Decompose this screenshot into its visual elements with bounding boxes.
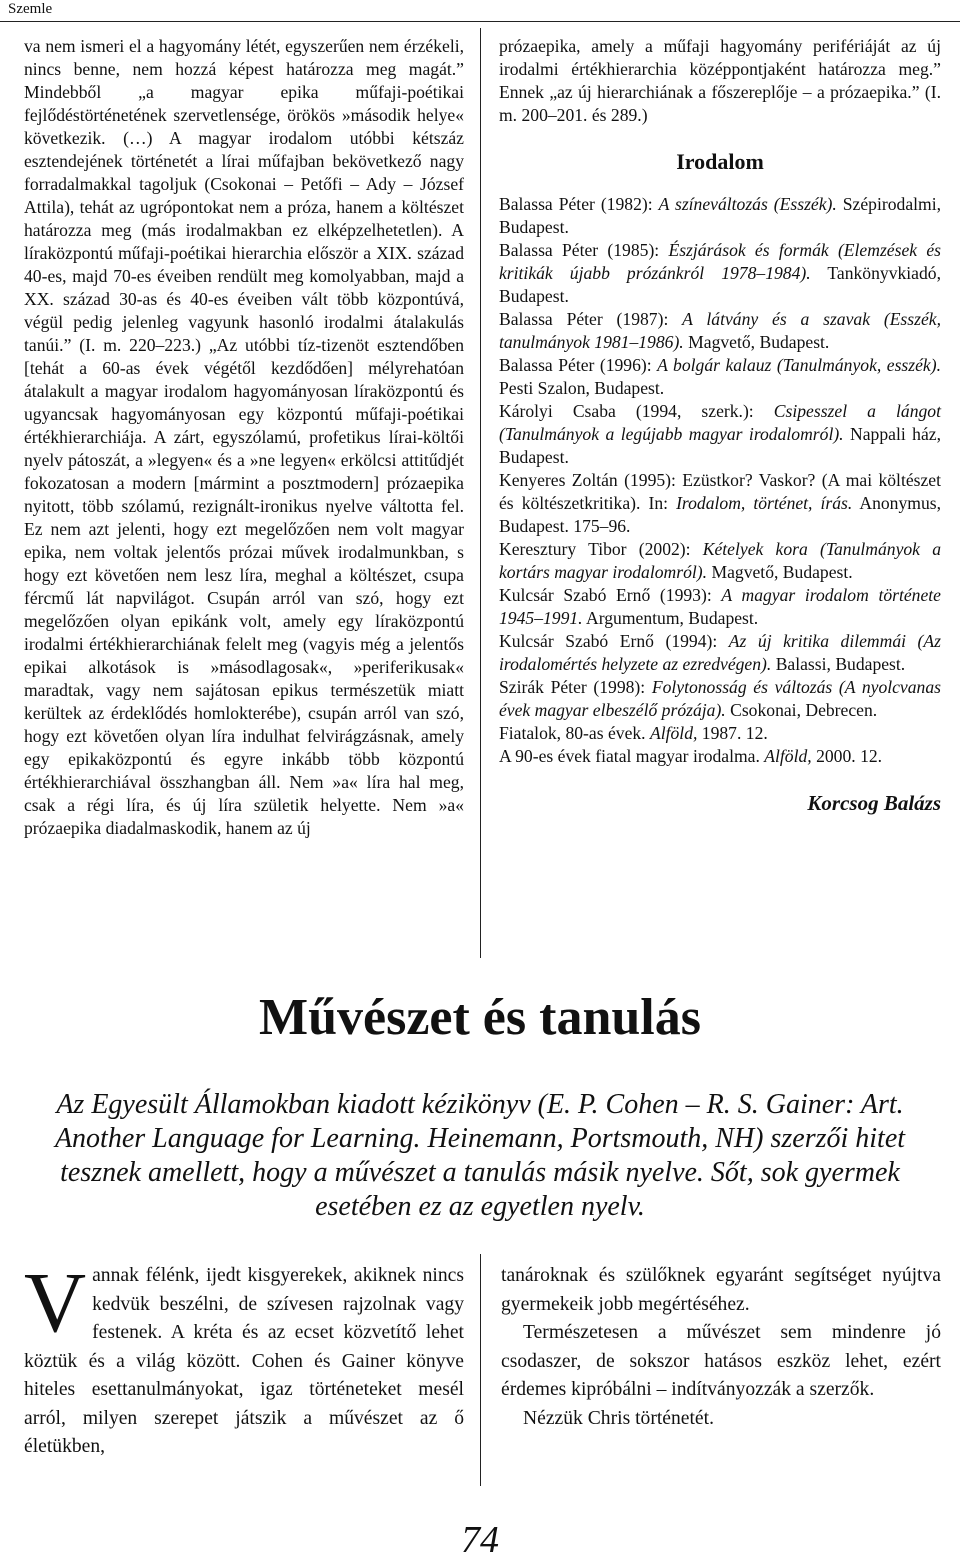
reference-publisher: Argumentum, Budapest. bbox=[582, 608, 759, 628]
reference-title: A magyar irodalom története 1945–1991. bbox=[499, 585, 941, 628]
reference-title: Az új kritika dilemmái (Az irodalomértés helyzete az ezredvégen). bbox=[499, 631, 941, 674]
article-body-text: annak félénk, ijedt kisgyerekek, akiknek nincs kedvük beszélni, de szívesen rajzolnak vagy festenek. A kréta és az ecset közvetítő lehet köztük és a világ között. Cohen és Gainer könyve hiteles esettanulmányokat, igaz történeteket mesél arról, milyen szerepet játszik a művészet az ő életükben, bbox=[24, 1265, 464, 1457]
review-body-text: va nem ismeri el a hagyomány létét, egyszerűen nem érzékeli, nincs benne, nem hozzá képest határozza meg magát.” Mindebből „a magyar epika műfaji-poétikai fejlődéstörténetének szervetlensége, örökös »második helye« következik. (…) A magyar irodalom utóbbi kétszáz esztendejének történetét a lírai műfajban bekövetkező nagy forradalmakkal tagoljuk (Csokonai – Petőfi – Ady – József Attila), tehát az ugrópontokat nem a próza, hanem a költészet határozza meg (más irodalmakban ez elképzelhetetlen). A líraközpontú műfaji-poétikai hierarchia először a XIX. század 40-es, majd 70-es éveiben rendült meg komolyabban, majd a XX. század 30-as és 40-es éveiben vált több központúvá, végül pedig jelenleg vagyunk hasonló irodalmi átalakulás tanúi.” (I. m. 220–223.) „Az utóbbi tíz-tizenöt esztendőben [tehát a 60-as évek végétől kezdődően] mélyrehatóan átalakult a magyar irodalom hagyományosan líraközpontú és ugyancsak hagyományosan egy központú műfaji-poétikai értékhierarchiája. A zárt, egyszólamú, profetikus lírai-költői nyelv pátoszát, a »legyen« és a »ne legyen« erkölcsi attitűdjét fokozatosan a modern [mármint a posztmodern] prózaepika nyitott, több szólamú, rezignált-ironikus nyelve váltotta fel. Ez nem azt jelenti, hogy ezt megelőzően nem volt magyar epika, nem voltak jelentős prózai művek irodalmunkban, s hogy ezt követően nem lesz líra, meghal a költészet, csupa fércmű lát napvilágot. Csupán arról van szó, hogy ezt megelőzően olyan epikánk volt, amely egy líraközpontú irodalmi értékhierarchiának felelt meg (vagyis még a jelentős epikai alkotások is »másodlagosak«, »periferikusak« maradtak, vagy nem sajátosan epikus természetük miatt kerültek az érdeklődés homlokterébe), csupán arról van szó, hogy ezt követően olyan líra indulhat felvirágzásnak, amely egy epikaközpontú és egyre inkább több központú értékhierarchiával összhangban áll. Nem »a« líra hal meg, csak a régi líra, és új líra születik helyette. Nem »a« prózaepika diadalmaskodik, hanem az új bbox=[24, 36, 464, 838]
review-body-continuation: prózaepika, amely a műfaji hagyomány perifériáját az új irodalmi értékhierarchia középpontjaként határozza meg.” Ennek „az új hierarchiának a főszereplője – a prózaepika.” (I. m. 200–201. és 289.) bbox=[499, 36, 941, 125]
reference-publisher: Nappali ház, Budapest. bbox=[499, 424, 941, 467]
article-left-column bbox=[24, 1254, 464, 1462]
reference-entry bbox=[499, 469, 941, 538]
reference-entry bbox=[499, 239, 941, 308]
reference-author: Keresztury Tibor (2002): bbox=[499, 539, 703, 559]
reference-title: Alföld, bbox=[764, 746, 812, 766]
reference-author: Balassa Péter (1982): bbox=[499, 194, 659, 214]
section-label: Szemle bbox=[8, 1, 53, 17]
reference-title: Folytonosság és változás (A nyolcvanas évek magyar elbeszélő prózája). bbox=[499, 677, 941, 720]
literature-heading: Irodalom bbox=[676, 149, 764, 174]
reference-author: Balassa Péter (1985): bbox=[499, 240, 669, 260]
reference-author: Kenyeres Zoltán (1995): Ezüstkor? Vaskor? (A mai költészet és költészetkritika). In: bbox=[499, 470, 941, 513]
reference-publisher: 2000. 12. bbox=[811, 746, 883, 766]
drop-cap: V bbox=[24, 1254, 87, 1350]
reference-title: Irodalom, történet, írás. bbox=[676, 493, 853, 513]
reference-entry bbox=[499, 630, 941, 676]
reference-title: A színeváltozás (Esszék). bbox=[658, 194, 837, 214]
reference-publisher: Magvető, Budapest. bbox=[683, 332, 830, 352]
page-header bbox=[0, 0, 960, 22]
reference-entry bbox=[499, 193, 941, 239]
column-divider-top bbox=[480, 28, 481, 958]
article-paragraph: Nézzük Chris történetét. bbox=[523, 1407, 714, 1429]
reference-entry bbox=[499, 354, 941, 400]
article-title: Művészet és tanulás bbox=[259, 989, 701, 1046]
reference-title: Kételyek kora (Tanulmányok a kortárs magyar irodalomról). bbox=[499, 539, 941, 582]
reference-author: A 90-es évek fiatal magyar irodalma. bbox=[499, 746, 765, 766]
review-right-column bbox=[499, 35, 941, 815]
reference-publisher: Magvető, Budapest. bbox=[707, 562, 853, 582]
reference-entry bbox=[499, 400, 941, 469]
article-paragraph: Természetesen a művészet sem mindenre jó csodaszer, de sokszor hatásos eszköz lehet, ezért érdemes kipróbálni – indítványozzák a szerzők. bbox=[501, 1322, 941, 1400]
article-lead: Az Egyesült Államokban kiadott kézikönyv (E. P. Cohen – R. S. Gainer: Art. Another Language for Learning. Heinemann, Portsmouth, NH) szerzői hitet tesznek amellett, hogy a művészet a tanulás másik nyelve. Sőt, sok gyermek esetében ez az egyetlen nyelv. bbox=[54, 1089, 906, 1222]
reference-entry bbox=[499, 538, 941, 584]
reference-publisher: Anonymus, Budapest. 175–96. bbox=[499, 493, 941, 536]
reference-publisher: Csokonai, Debrecen. bbox=[725, 700, 878, 720]
reference-author: Balassa Péter (1987): bbox=[499, 309, 683, 329]
page-number: 74 bbox=[461, 1519, 499, 1561]
reference-title: A bolgár kalauz (Tanulmányok, esszék). bbox=[657, 355, 941, 375]
reference-author: Balassa Péter (1996): bbox=[499, 355, 658, 375]
reference-publisher: Pesti Szalon, Budapest. bbox=[499, 378, 665, 398]
reference-author: Kulcsár Szabó Ernő (1993): bbox=[499, 585, 722, 605]
reference-author: Károlyi Csaba (1994, szerk.): bbox=[499, 401, 774, 421]
reference-author: Kulcsár Szabó Ernő (1994): bbox=[499, 631, 729, 651]
reference-author: Szirák Péter (1998): bbox=[499, 677, 652, 697]
review-left-column bbox=[24, 35, 464, 840]
reference-publisher: Balassi, Budapest. bbox=[771, 654, 906, 674]
column-divider-bottom bbox=[480, 1254, 481, 1486]
reference-title: A látvány és a szavak (Esszék, tanulmányok 1981–1986). bbox=[499, 309, 941, 352]
author-signature: Korcsog Balázs bbox=[807, 791, 941, 815]
reference-publisher: Szépirodalmi, Budapest. bbox=[499, 194, 941, 237]
reference-title: Alföld, bbox=[649, 723, 698, 743]
reference-publisher: Tankönyvkiadó, Budapest. bbox=[499, 263, 941, 306]
reference-publisher: 1987. 12. bbox=[697, 723, 768, 743]
reference-title: Észjárások és formák (Elemzések és kritikák újabb prózánkról 1978–1984). bbox=[499, 240, 941, 283]
article-right-column bbox=[501, 1262, 941, 1433]
reference-entry bbox=[499, 676, 941, 722]
article-paragraph: tanároknak és szülőknek egyaránt segítséget nyújtva gyermekeik jobb megértéséhez. bbox=[501, 1265, 941, 1315]
header-divider bbox=[0, 21, 960, 22]
reference-entry bbox=[499, 745, 941, 768]
reference-title: Csipesszel a lángot (Tanulmányok a legújabb magyar irodalomról). bbox=[499, 401, 941, 444]
reference-list bbox=[499, 193, 941, 768]
reference-author: Fiatalok, 80-as évek. bbox=[499, 723, 650, 743]
reference-entry bbox=[499, 722, 941, 745]
reference-entry bbox=[499, 584, 941, 630]
reference-entry bbox=[499, 308, 941, 354]
